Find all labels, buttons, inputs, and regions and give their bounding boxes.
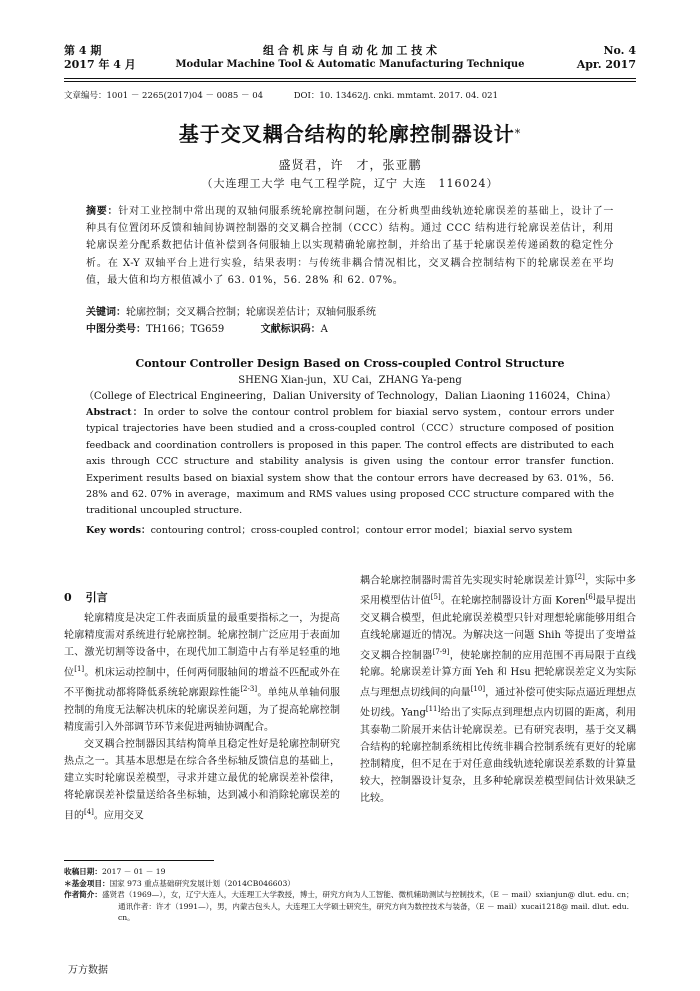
authors-cn: 盛贤君，许 才，张亚鹏	[278, 158, 422, 172]
section-heading-introduction	[64, 589, 340, 606]
citation[interactable]: [5]	[430, 593, 441, 602]
header-rule-thin	[64, 81, 636, 82]
journal-name-en: Modular Machine Tool & Automatic Manufacturing Technique	[175, 59, 525, 70]
citation[interactable]: [7-9]	[432, 647, 450, 656]
citation[interactable]: [11]	[425, 705, 441, 714]
footnote-text: 2017 － 01 － 19	[101, 867, 166, 876]
text-run: 耦合轮廓控制器时需首先实现实时轮廓误差计算	[360, 575, 575, 587]
issue-date-en	[577, 44, 636, 72]
publish-date-en: Apr. 2017	[576, 58, 636, 71]
section-number: 0	[64, 591, 72, 604]
watermark: 万方数据	[68, 965, 108, 976]
abstract-en	[86, 405, 614, 520]
keywords-cn-text: 轮廓控制；交叉耦合控制；轮廓误差估计；双轴伺服系统	[126, 307, 376, 318]
journal-name-cn: 组 合 机 床 与 自 动 化 加 工 技 术	[262, 44, 438, 57]
clc-label: 中图分类号：	[86, 324, 146, 335]
publish-date-cn: 2017 年 4 月	[64, 58, 136, 71]
abstract-cn-text: 针对工业控制中常出现的双轴伺服系统轮廓控制问题，在分析典型曲线轨迹轮廓误差的基础上，设计了一种具有位置闭环反馈和轴间协调控制器的交叉耦合控制（CCC）结构。通过 CCC 结构进行轮廓误差估计，利用轮廓误差分配系数把估计值补偿到各伺服轴上以实现精确轮廓控制，并给出了基于轮廓误差传递函数的稳定性分析。在 X-Y 双轴平台上进行实验，结果表明：与传统非耦合情况相比，交叉耦合控制结构下的轮廓误差在平均值，最大值和均方根值减小了 63. 01%，56. 28% 和 62. 07%。	[86, 206, 614, 286]
authors-en: SHENG Xian-jun，XU Cai，ZHANG Ya-peng	[238, 375, 462, 386]
citation[interactable]: [2]	[574, 573, 585, 581]
keywords-cn	[86, 306, 614, 320]
footnote-author	[64, 889, 636, 924]
doi: DOI：10. 13462/j. cnki. mmtamt. 2017. 04. 021	[293, 91, 498, 101]
clc-value: TH166；TG659	[146, 324, 225, 335]
doc-code-value: A	[320, 324, 328, 335]
text-run: 。在轮廓控制器设计方面 Koren	[440, 595, 586, 607]
issue-date-cn	[64, 44, 136, 72]
issue-number-en: No. 4	[603, 44, 636, 57]
citation[interactable]: [1]	[74, 665, 85, 673]
footnote-label: 收稿日期：	[64, 867, 102, 876]
footnote-label: 作者简介：	[64, 890, 102, 899]
keywords-cn-label: 关键词：	[86, 307, 126, 318]
journal-name	[160, 44, 540, 72]
footnote-received	[64, 866, 636, 878]
body-right-column	[360, 569, 636, 807]
text-run: 。机床运动控制中，任何两伺服轴间的增益不匹配或外在不平衡扰动都将降低系统轮廓跟踪性能	[64, 667, 341, 699]
citation[interactable]: [2-3]	[240, 685, 258, 694]
footnote-text: 国家 973 重点基础研究发展计划（2014CB046603）	[109, 878, 295, 888]
article-number: 文章编号：1001 － 2265(2017)04 － 0085 － 04	[64, 91, 264, 101]
title-footnote-mark: *	[514, 127, 522, 140]
affiliation-cn: （大连理工大学 电气工程学院，辽宁 大连 116024）	[201, 177, 499, 190]
text-run: ，通过补偿可使实际点逼近理想点处切线。Yang	[360, 687, 636, 719]
intro-paragraph-2	[64, 736, 340, 824]
citation[interactable]: [10]	[470, 684, 486, 693]
keywords-en-label: Key words：	[86, 525, 151, 536]
text-run: 最早提出交叉耦合模型，但此轮廓误差模型只针对理想轮廓能够用组合直线轮廓逼近的情况。为解决这一问题 Shih 等提出了变增益交叉耦合控制器	[360, 595, 637, 661]
section-title: 引言	[85, 591, 108, 604]
text-run: 。应用交叉	[93, 809, 144, 821]
issue-number-cn: 第 4 期	[64, 44, 102, 57]
abstract-cn	[86, 203, 614, 289]
footnotes	[64, 866, 636, 924]
body-left-column	[64, 589, 340, 824]
footnote-label: ＊基金项目：	[64, 878, 110, 888]
footnote-rule	[64, 860, 214, 861]
article-meta	[64, 91, 526, 102]
paper-title-en: Contour Controller Design Based on Cross-coupled Control Structure	[135, 357, 565, 370]
text-run: ，使轮廓控制的应用范围不再局限于直线轮廓。轮廓误差计算方面 Yeh 和 Hsu 把轮廓误差定义为实际点与理想点切线间的向量	[360, 649, 637, 699]
footnote-fund	[64, 878, 636, 890]
footnote-text: 盛贤君（1969—），女，辽宁大连人，大连理工大学教授，博士，研究方向为人工智能、微机辅助测试与控制技术，（E － mail）sxianjun@ dlut. edu. cn；通讯作者：许才（1991—），男，内蒙古包头人，大连理工大学硕士研究生，研究方向为数控技术与装备，（E － mail）xucai1218@ mail. dlut. edu. cn。	[101, 890, 634, 922]
paper-title-text: 基于交叉耦合结构的轮廓控制器设计	[178, 122, 515, 146]
text-run: ，实际中多采用模型估计值	[360, 575, 637, 607]
header-rule-thick	[64, 78, 636, 79]
keywords-en-text: contouring control；cross-coupled control；contour error model；biaxial servo system	[150, 525, 573, 536]
text-run: 。单纯从单轴伺服控制的角度无法解决机床的轮廓误差问题，为了提高轮廓控制精度需引入外部调节环节来促进两轴协调配合。	[64, 687, 341, 733]
affiliation-en: （College of Electrical Engineering，Dalian University of Technology，Dalian Liaoning 116024，China）	[83, 391, 617, 402]
doc-code-label: 文献标识码：	[260, 324, 321, 335]
text-run: 给出了实际点到理想点内切圆的距离，利用其泰勒二阶展开来估计轮廓误差。已有研究表明，基于交叉耦合结构的轮廓控制系统相比传统非耦合控制系统有更好的轮廓控制精度，但不足在于对任意曲线轨迹轮廓误差系数的计算量较大，控制器设计复杂，且多种轮廓误差模型间估计效果缺乏比较。	[360, 707, 636, 804]
intro-paragraph-1	[64, 610, 340, 736]
text-run: 轮廓精度是决定工件表面质量的最重要指标之一，为提高轮廓精度需对系统进行轮廓控制。轮廓控制广泛应用于表面加工、激光切割等设备中，在现代加工制造中占有举足轻重的地位	[64, 613, 340, 679]
abstract-cn-label: 摘要：	[86, 206, 119, 217]
citation[interactable]: [6]	[585, 593, 596, 602]
citation[interactable]: [4]	[84, 807, 94, 816]
paper-title-cn	[64, 121, 636, 147]
abstract-en-label: Abstract：	[86, 407, 144, 418]
abstract-en-text: In order to solve the contour control problem for biaxial servo system，contour errors under typical trajectories have been studied and a cross-coupled control（CCC）structure composed of position feedback and coordination controllers is proposed in this paper. The control effects are distributed to each axis through CCC structure and stability analysis is given using the contour error transfer function. Experiment results based on biaxial system show that the contour errors have decreased by 63. 01%，56. 28% and 62. 07% in average，maximum and RMS values using proposed CCC structure compared with the traditional uncoupled structure.	[86, 407, 614, 517]
intro-paragraph-2-cont	[360, 569, 636, 807]
classification-cn	[86, 323, 614, 337]
text-run: 交叉耦合控制器因其结构简单且稳定性好是轮廓控制研究热点之一。其基本思想是在综合各坐标轴反馈信息的基础上，建立实时轮廓误差模型，寻求并建立最优的轮廓误差补偿律，将轮廓误差补偿量送给各坐标轴，达到减小和消除轮廓误差的目的	[64, 738, 340, 821]
keywords-en	[86, 524, 614, 538]
